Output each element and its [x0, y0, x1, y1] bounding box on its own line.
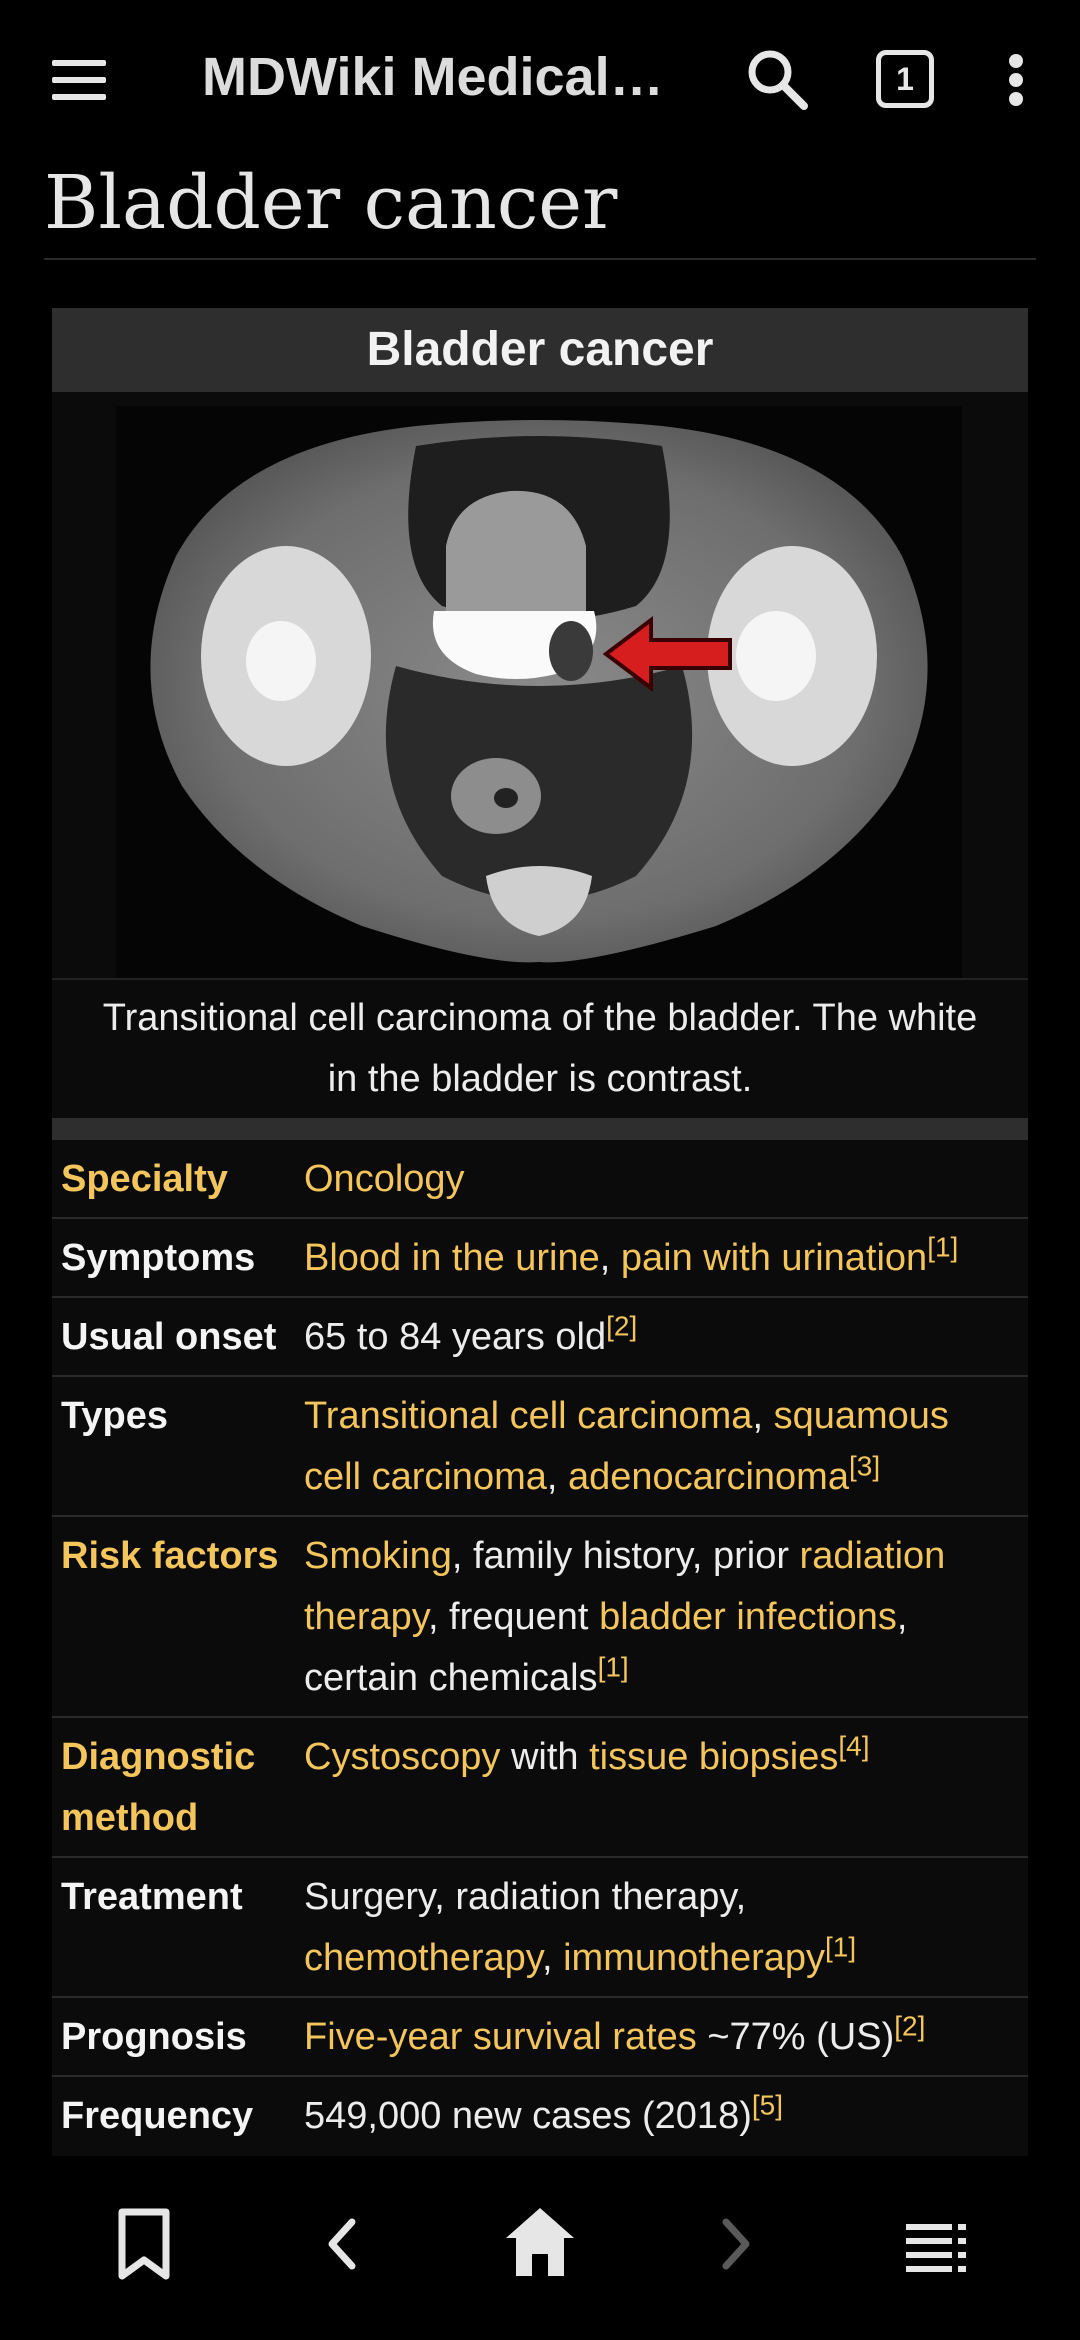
infobox-row-treatment: [52, 1858, 1028, 1998]
link-transitional-cell-carcinoma[interactable]: Transitional cell carcinoma: [304, 1395, 753, 1437]
row-label-onset: Usual onset: [61, 1316, 277, 1358]
risk-text: , frequent: [427, 1596, 600, 1638]
reference-link[interactable]: [1]: [927, 1231, 959, 1263]
risk-text: , family history, prior: [451, 1535, 800, 1577]
row-label-types: Types: [61, 1395, 169, 1437]
label-line: method: [61, 1797, 199, 1839]
row-label-symptoms: Symptoms: [61, 1237, 256, 1279]
infobox-image[interactable]: [52, 392, 1028, 978]
menu-icon[interactable]: [44, 52, 114, 108]
infobox-row-prognosis: [52, 1998, 1028, 2077]
caption-line: Transitional cell carcinoma of the bladder. The white: [102, 997, 978, 1039]
row-value-specialty: [304, 1149, 1028, 1217]
row-label-prognosis: Prognosis: [61, 2016, 247, 2058]
reference-link[interactable]: [5]: [751, 2089, 783, 2121]
row-label-frequency: Frequency: [61, 2095, 254, 2137]
onset-text: 65 to 84 years old: [304, 1316, 607, 1358]
diagnostic-text: with: [500, 1736, 590, 1778]
app-title: MDWiki Medical…: [202, 47, 664, 107]
treatment-text: Surgery, radiation therapy,: [304, 1876, 747, 1918]
caption-line: in the bladder is contrast.: [327, 1058, 753, 1100]
reference-link[interactable]: [2]: [894, 2010, 926, 2042]
row-value-onset: [304, 1307, 1028, 1375]
row-value-symptoms: [304, 1228, 1028, 1296]
forward-icon[interactable]: [676, 2156, 796, 2340]
separator: ,: [541, 1937, 564, 1979]
link-squamous-cell-carcinoma[interactable]: squamous: [773, 1395, 949, 1437]
infobox-row-risk-factors: [52, 1517, 1028, 1718]
title-divider: [44, 258, 1036, 260]
risk-text: ,: [896, 1596, 908, 1638]
row-label-specialty[interactable]: Specialty: [61, 1158, 228, 1200]
overflow-menu-icon[interactable]: [1000, 50, 1036, 110]
infobox-header: Bladder cancer: [52, 308, 1028, 392]
link-radiation-therapy[interactable]: radiation: [799, 1535, 946, 1577]
row-value-types: [304, 1386, 1028, 1515]
link-tissue-biopsies[interactable]: tissue biopsies: [589, 1736, 839, 1778]
row-value-prognosis: [304, 2007, 1028, 2075]
app-bar: [0, 0, 1080, 160]
reference-link[interactable]: [4]: [838, 1730, 870, 1762]
link-blood-in-urine[interactable]: Blood in the urine: [304, 1237, 600, 1279]
frequency-text: 549,000 new cases (2018): [304, 2095, 752, 2137]
row-label-treatment: Treatment: [61, 1876, 243, 1918]
label-line: Diagnostic: [61, 1736, 256, 1778]
link-chemotherapy[interactable]: chemotherapy: [304, 1937, 542, 1979]
link-cystoscopy[interactable]: Cystoscopy: [304, 1736, 501, 1778]
reference-link[interactable]: [2]: [606, 1310, 638, 1342]
reference-link[interactable]: [1]: [597, 1651, 629, 1683]
link-immunotherapy[interactable]: immunotherapy: [563, 1937, 826, 1979]
separator: ,: [752, 1395, 774, 1437]
bookmark-icon[interactable]: [84, 2156, 204, 2340]
page-title: Bladder cancer: [44, 160, 618, 246]
separator: ,: [599, 1237, 621, 1279]
bottom-navigation: [0, 2156, 1080, 2340]
tabs-count-button[interactable]: 1: [876, 50, 934, 108]
row-value-frequency: [304, 2086, 1028, 2156]
infobox-row-diagnostic-method: [52, 1718, 1028, 1858]
home-icon[interactable]: [480, 2156, 600, 2340]
link-squamous-cell-carcinoma[interactable]: cell carcinoma: [304, 1456, 547, 1498]
infobox-separator: [52, 1118, 1028, 1140]
link-pain-with-urination[interactable]: pain with urination: [620, 1237, 928, 1279]
back-icon[interactable]: [282, 2156, 402, 2340]
infobox-row-frequency: [52, 2077, 1028, 2156]
prognosis-text: ~77% (US): [696, 2016, 895, 2058]
row-label-diagnostic-method[interactable]: [52, 1727, 304, 1856]
reference-link[interactable]: [1]: [825, 1931, 857, 1963]
infobox-row-symptoms: [52, 1219, 1028, 1298]
infobox-row-onset: [52, 1298, 1028, 1377]
risk-text: certain chemicals: [304, 1657, 598, 1699]
link-bladder-infections[interactable]: bladder infections: [599, 1596, 897, 1638]
reference-link[interactable]: [3]: [848, 1450, 881, 1482]
search-icon[interactable]: [742, 44, 814, 116]
infobox-row-specialty: [52, 1140, 1028, 1219]
link-five-year-survival-rates[interactable]: Five-year survival rates: [304, 2016, 697, 2058]
row-value-treatment: [304, 1867, 1028, 1996]
row-value-diagnostic-method: [304, 1727, 1028, 1856]
infobox-row-types: [52, 1377, 1028, 1517]
row-label-risk-factors[interactable]: Risk factors: [61, 1535, 279, 1577]
link-oncology[interactable]: Oncology: [304, 1158, 465, 1200]
link-smoking[interactable]: Smoking: [304, 1535, 452, 1577]
link-adenocarcinoma[interactable]: adenocarcinoma: [568, 1456, 849, 1498]
table-of-contents-icon[interactable]: [876, 2156, 996, 2340]
row-value-risk-factors: [304, 1526, 1028, 1716]
infobox-caption: [52, 978, 1028, 1118]
ct-scan-image: [116, 406, 962, 978]
infobox: [52, 308, 1028, 2156]
link-radiation-therapy[interactable]: therapy: [304, 1596, 428, 1638]
separator: ,: [546, 1456, 568, 1498]
